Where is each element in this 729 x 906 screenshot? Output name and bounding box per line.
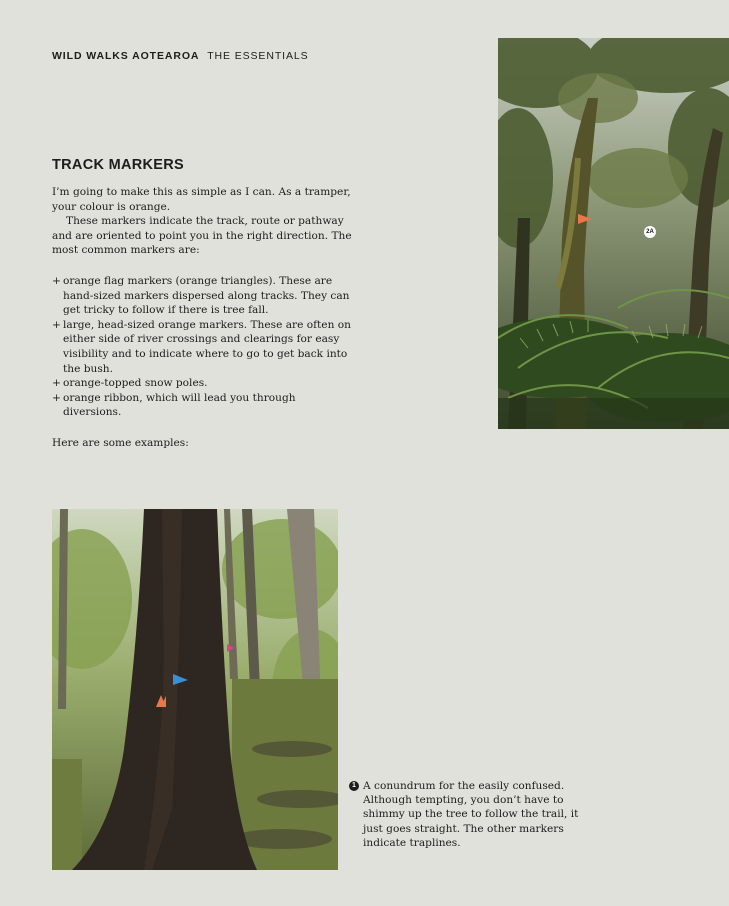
burnt-tree-photo — [52, 509, 338, 870]
forest-fern-photo — [498, 38, 729, 429]
caption-number: 1 — [349, 781, 359, 791]
list-item: + orange-topped snow poles. — [52, 377, 208, 390]
article-title: TRACK MARKERS — [52, 157, 184, 173]
article-body — [52, 185, 352, 451]
section-title: THE ESSENTIALS — [207, 50, 309, 62]
list-item: + orange flag markers (orange triangles). These are hand-sized markers dispersed along tracks. They can get tricky to follow if there is tree fall. — [52, 274, 350, 317]
list-item: + orange ribbon, which will lead you through diversions. — [52, 391, 296, 419]
photo-caption — [349, 779, 589, 850]
examples-label: Here are some examples: — [52, 436, 189, 449]
photo-badge-2a: 2A — [644, 226, 656, 238]
markers-paragraph: These markers indicate the track, route or pathway and are oriented to point you in the right direction. The most common markers are: — [52, 215, 352, 257]
running-header — [52, 50, 309, 62]
marker-list — [52, 274, 352, 420]
caption-text: A conundrum for the easily confused. Although tempting, you don’t have to shimmy up the tree to follow the trail, it just goes straight. The other markers indicate traplines. — [363, 780, 579, 849]
list-item: + large, head-sized orange markers. These are often on either side of river crossings and clearings for easy visibility and to indicate where to go to get back into the bush. — [52, 318, 351, 375]
intro-paragraph: I’m going to make this as simple as I can. As a tramper, your colour is orange. — [52, 186, 351, 213]
book-title: WILD WALKS AOTEAROA — [52, 50, 200, 62]
